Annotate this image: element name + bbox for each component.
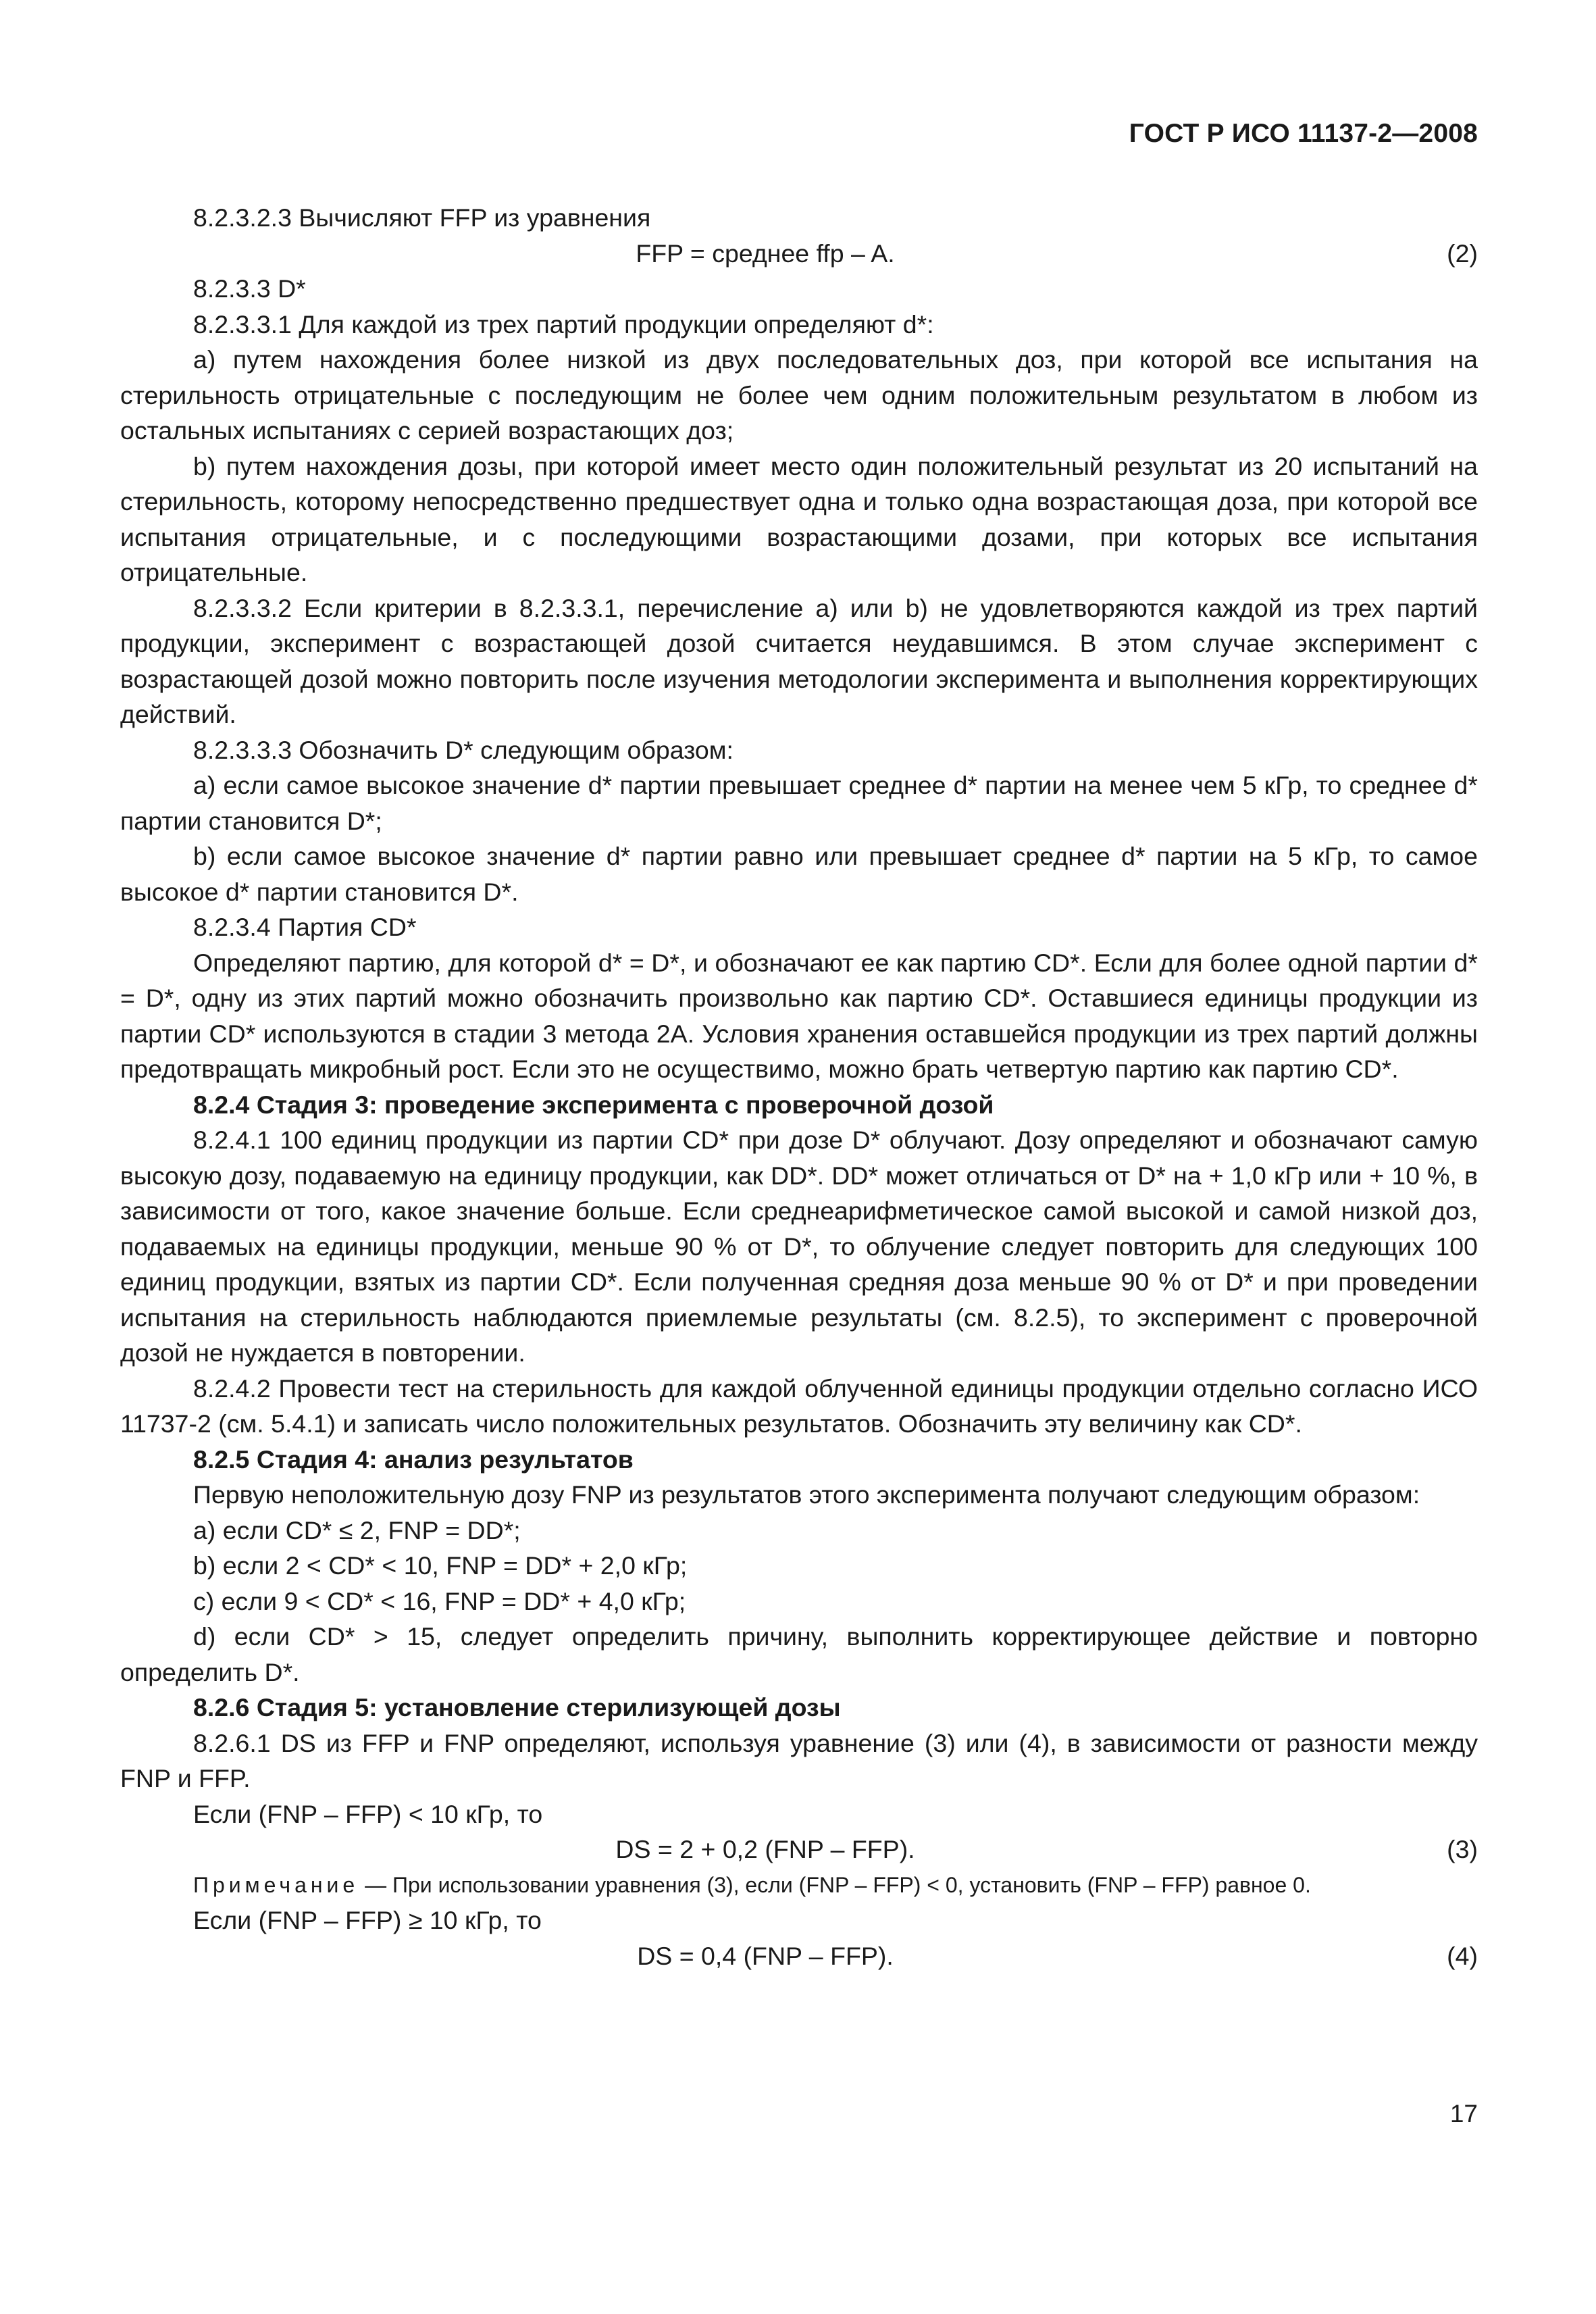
paragraph: 8.2.3.3 D*	[193, 274, 306, 303]
paragraph: d) если CD* > 15, следует определить причину, выполнить корректирующее действие и повторно определить D*.	[120, 1622, 1478, 1686]
paragraph: a) путем нахождения более низкой из двух последовательных доз, при которой все испытания на стерильность отрицательные с последующим не более чем одним положительным результатом в любом из остальных испытаниях с серией возрастающих доз;	[120, 345, 1478, 445]
equation	[120, 236, 1478, 272]
paragraph: 8.2.6.1 DS из FFP и FNP определяют, используя уравнение (3) или (4), в зависимости от разности между FNP и FFP.	[120, 1728, 1478, 1792]
equation	[120, 1938, 1478, 1974]
equation-number: (2)	[1447, 238, 1478, 268]
paragraph: 8.2.4.2 Провести тест на стерильность для каждой облученной единицы продукции отдельно согласно ИСО 11737-2 (см. 5.4.1) и записать число положительных результатов. Обозначить эту величину как CD*.	[120, 1374, 1478, 1438]
note-label: Примечание	[193, 1872, 359, 1897]
paragraph: a) если самое высокое значение d* партии превышает среднее d* партии на менее чем 5 кГр, то среднее d* партии становится D*;	[120, 771, 1478, 835]
paragraph: b) если 2 < CD* < 10, FNP = DD* + 2,0 кГр;	[193, 1551, 688, 1580]
paragraph: 8.2.4.1 100 единиц продукции из партии CD* при дозе D* облучают. Дозу определяют и обозначают самую высокую дозу, подаваемую на единицу продукции, как DD*. DD* может отличаться от D* на + 1,0 кГр или + 10 %, в зависимости от того, какое значение больше. Если среднеарифметическое самой высокой и самой низкой доз, подаваемых на единицы продукции, меньше 90 % от D*, то облучение следует повторить для следующих 100 единиц продукции, взятых из партии CD*. Если полученная средняя доза меньше 90 % от D* и при проведении испытания на стерильность наблюдаются приемлемые результаты (см. 8.2.5), то эксперимент с проверочной дозой не нуждается в повторении.	[120, 1126, 1478, 1367]
paragraph: Определяют партию, для которой d* = D*, и обозначают ее как партию CD*. Если для более одной партии d* = D*, одну из этих партий можно обозначить произвольно как партию CD*. Оставшиеся единицы продукции из партии CD* используются в стадии 3 метода 2А. Условия хранения оставшейся продукции из трех партий должны предотвращать микробный рост. Если это не осуществимо, можно брать четвертую партию как партию CD*.	[120, 948, 1478, 1083]
equation	[120, 1832, 1478, 1867]
equation-number: (3)	[1447, 1835, 1478, 1863]
paragraph: 8.2.3.3.3 Обозначить D* следующим образом:	[193, 735, 733, 764]
page-number: 17	[1449, 2100, 1478, 2128]
section-heading: 8.2.6 Стадия 5: установление стерилизующей дозы	[193, 1693, 841, 1721]
note	[120, 1867, 1478, 1903]
paragraph: 8.2.3.3.2 Если критерии в 8.2.3.3.1, перечисление а) или b) не удовлетворяются каждой из трех партий продукции, эксперимент с возрастающей дозой считается неудавшимся. В этом случае эксперимент с возрастающей дозой можно повторить после изучения методологии эксперимента и выполнения корректирующих действий.	[120, 593, 1478, 728]
note-text: — При использовании уравнения (3), если (FNP – FFP) < 0, установить (FNP – FFP) равное 0.	[359, 1872, 1311, 1897]
section-heading: 8.2.5 Стадия 4: анализ результатов	[193, 1444, 634, 1474]
paragraph: c) если 9 < CD* < 16, FNP = DD* + 4,0 кГр;	[193, 1586, 686, 1615]
paragraph: b) путем нахождения дозы, при которой имеет место один положительный результат из 20 испытаний на стерильность, которому непосредственно предшествует одна и только одна возрастающая доза, при которой все испытания отрицательные, и с последующими возрастающими дозами, при которых все испытания отрицательные.	[120, 451, 1478, 586]
equation-number: (4)	[1447, 1941, 1478, 1970]
section-heading: 8.2.4 Стадия 3: проведение эксперимента с проверочной дозой	[193, 1090, 994, 1119]
paragraph: 8.2.3.2.3 Вычисляют FFP из уравнения	[193, 203, 651, 232]
equation-formula: DS = 0,4 (FNP – FFP).	[637, 1941, 894, 1970]
paragraph: b) если самое высокое значение d* партии равно или превышает среднее d* партии на 5 кГр, то самое высокое d* партии становится D*.	[120, 842, 1478, 906]
paragraph: a) если CD* ≤ 2, FNP = DD*;	[193, 1515, 521, 1544]
paragraph: 8.2.3.3.1 Для каждой из трех партий продукции определяют d*:	[193, 309, 934, 338]
paragraph: 8.2.3.4 Партия CD*	[193, 913, 417, 941]
equation-formula: FFP = среднее ffp – A.	[636, 238, 895, 268]
paragraph: Первую неположительную дозу FNP из результатов этого эксперимента получают следующим образом:	[193, 1480, 1420, 1509]
document-body	[120, 200, 1478, 1973]
equation-formula: DS = 2 + 0,2 (FNP – FFP).	[615, 1835, 915, 1863]
paragraph: Если (FNP – FFP) ≥ 10 кГр, то	[193, 1906, 542, 1934]
paragraph: Если (FNP – FFP) < 10 кГр, то	[193, 1799, 543, 1828]
document-header: ГОСТ Р ИСО 11137-2—2008	[1129, 119, 1478, 148]
